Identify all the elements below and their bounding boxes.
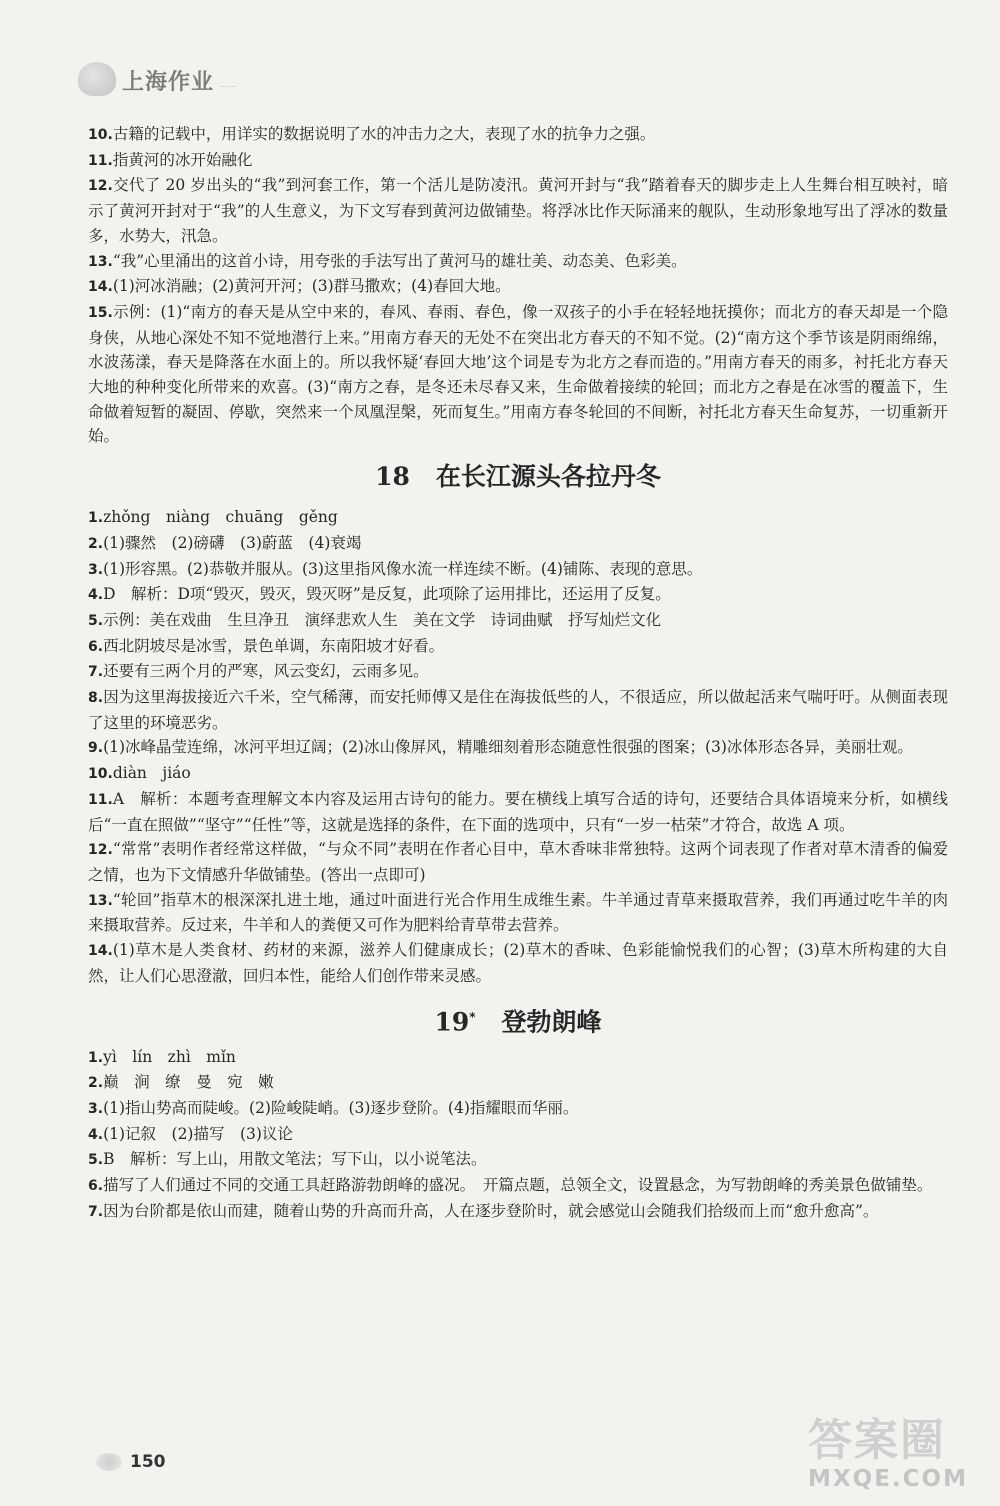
answer-item [88,122,948,148]
answer-number: 6. [88,638,104,655]
answer-item [88,659,948,685]
watermark-url: MXQE.COM [808,1466,968,1492]
answer-text: 还要有三两个月的严寒，风云变幻，云雨多见。 [103,662,429,681]
watermark-logo: 答案圈 [808,1415,946,1466]
section-heading [88,455,948,499]
answer-number: 4. [88,587,104,604]
answer-item [88,761,948,787]
answer-item [88,608,948,634]
answer-item [88,938,948,988]
answer-item [88,634,948,660]
answer-number: 9. [88,740,104,757]
answer-item [88,787,948,837]
answer-number: 5. [88,1152,104,1169]
answer-number: 11. [88,152,113,169]
answer-content [88,122,948,1224]
answer-item [88,1199,948,1225]
answer-text: “常常”表明作者经常这样做，“与众不同”表明在作者心目中，草木香味非常独特。这两个词表现了作者对草木清香的偏爱之情，也为下文情感升华做铺垫。(答出一点即可) [88,840,948,884]
answer-text: (1)形容黑。(2)恭敬并服从。(3)这里指风像水流一样连续不断。(4)铺陈、表现的意思。 [103,559,703,578]
answer-item [88,148,948,174]
answer-text: “轮回”指草木的根深深扎进土地，通过叶面进行光合作用生成维生素。牛羊通过青草来摄取营养，我们再通过吃牛羊的肉来摄取营养。反过来，牛羊和人的粪便又可作为肥料给青草带去营养。 [88,890,948,935]
answer-number: 10. [88,766,113,783]
answer-text: 描写了人们通过不同的交通工具赶路游勃朗峰的盛况。 开篇点题，总领全文，设置悬念，为写勃朗峰的秀美景色做铺垫。 [103,1176,933,1195]
answer-number: 1. [88,1049,104,1066]
answer-number: 12. [88,178,113,195]
section-title: 在长江源头各拉丹冬 [435,462,661,492]
answer-item [88,685,948,735]
answer-number: 14. [88,943,113,960]
answer-text: diàn jiáo [112,764,191,783]
answer-item [88,300,948,449]
section-number: 18 [375,462,410,492]
answer-item [88,531,948,557]
answer-text: 示例：美在戏曲 生旦净丑 演绎悲欢人生 美在文学 诗词曲赋 抒写灿烂文化 [103,610,662,629]
answer-item [88,249,948,275]
answer-item [88,582,948,608]
answer-text: 古籍的记载中，用详实的数据说明了水的冲击力之大，表现了水的抗争力之强。 [112,125,656,143]
answer-number: 13. [88,892,113,909]
answer-number: 6. [88,1178,104,1195]
answer-item [88,1070,948,1096]
answer-item [88,1045,948,1071]
section-mark: * [469,1009,476,1024]
answer-text: (1)骤然 (2)磅礴 (3)蔚蓝 (4)衰竭 [103,533,362,552]
answer-number: 7. [88,664,104,681]
answer-number: 13. [88,253,113,270]
answer-text: (1)草木是人类食材、药材的来源，滋养人们健康成长；(2)草木的香味、色彩能愉悦我们的心智；(3)草木所构建的大自然，让人们心思澄澈，回归本性，能给人们创作带来灵感。 [88,941,948,985]
answer-item [88,1096,948,1122]
answer-number: 15. [88,304,113,321]
answer-text: “我”心里涌出的这首小诗，用夸张的手法写出了黄河马的雄壮美、动态美、色彩美。 [112,251,687,270]
answer-number: 12. [88,842,113,859]
page-number: 150 [130,1452,166,1472]
logo-subtitle: ······· [220,83,236,91]
answer-item [88,1147,948,1173]
answer-text: 交代了 20 岁出头的“我”到河套工作，第一个活儿是防凌汛。黄河开封与“我”踏着春天的脚步走上人生舞台相互映衬，暗示了黄河开封对于“我”的人生意义，为下文写春到黄河边做铺垫。将浮冰比作天际涌来的舰队，生动形象地写出了浮冰的数量多，水势大，汛急。 [88,176,948,245]
answer-item [88,274,948,300]
section-title: 登勃朗峰 [501,1006,602,1036]
answer-number: 7. [88,1203,104,1220]
answer-text: 巅 涧 缭 曼 宛 嫩 [103,1073,274,1092]
answer-number: 2. [88,1075,104,1092]
book-logo: 上海作业 [122,70,215,95]
answer-number: 3. [88,1100,104,1117]
logo-icon [78,62,116,96]
answer-text: D 解析：D项“毁灭，毁灭，毁灭呀”是反复，此项除了运用排比，还运用了反复。 [103,585,671,604]
answer-text: (1)指山势高而陡峻。(2)险峻陡峭。(3)逐步登阶。(4)指耀眼而华丽。 [103,1098,579,1117]
answer-item [88,735,948,761]
answer-text: zhǒng niàng chuāng gěng [103,508,338,527]
answer-item [88,505,948,531]
answer-item [88,1173,948,1199]
answer-number: 5. [88,612,104,629]
answer-item [88,557,948,583]
answer-text: (1)记叙 (2)描写 (3)议论 [103,1124,293,1143]
answer-number: 10. [88,127,113,143]
answer-text: (1)冰峰晶莹连绵，冰河平坦辽阔；(2)冰山像屏风，精雕细刻着形态随意性很强的图案；(3)冰体形态各异，美丽壮观。 [103,738,913,757]
answer-number: 1. [88,510,104,527]
page-decoration-icon [96,1453,122,1471]
section-heading [88,995,948,1039]
answer-text: yì lín zhì mǐn [103,1047,236,1066]
answer-text: 示例：(1)“南方的春天是从空中来的，春风、春雨、春色，像一双孩子的小手在轻轻地抚摸你；而北方的春天却是一个隐身侠，从地心深处不知不觉地潜行上来。”用南方春天的无处不在突出北方春天的不知不觉。(2)“南方这个季节该是阴雨绵绵，水波荡漾，春天是降落在水面上的。所以我怀疑‘春回大地’这个词是专为北方之春而造的。”用南方春天的雨多，衬托北方春天大地的种种变化所带来的欢喜。(3)“南方之春，是冬还未尽春又来，生命做着接续的轮回；而北方之春是在冰雪的覆盖下，生命做着短暂的凝固、停歇，突然来一个凤凰涅槃，死而复生。”用南方春冬轮回的不间断，衬托北方春天生命复苏，一切重新开始。 [88,302,948,446]
answer-text: B 解析：写上山，用散文笔法；写下山，以小说笔法。 [103,1150,487,1169]
answer-item [88,888,948,938]
answer-item [88,173,948,248]
answer-number: 3. [88,561,104,578]
answer-number: 2. [88,535,104,552]
answer-number: 11. [88,791,113,808]
watermark [808,1416,968,1492]
answer-item [88,837,948,887]
answer-text: 因为台阶都是依山而建，随着山势的升高而升高，人在逐步登阶时，就会感觉山会随我们拾级而上而“愈升愈高”。 [103,1201,879,1220]
page-footer [96,1452,166,1472]
answer-number: 8. [88,690,104,707]
section-number: 19 [434,1006,470,1036]
book-header [78,62,236,96]
answer-text: (1)河冰消融；(2)黄河开河；(3)群马撒欢；(4)春回大地。 [112,277,511,296]
answer-item [88,1122,948,1148]
answer-text: 西北阴坡尽是冰雪，景色单调，东南阳坡才好看。 [103,636,445,655]
answer-number: 14. [88,279,113,296]
answer-text: A 解析：本题考查理解文本内容及运用古诗句的能力。要在横线上填写合适的诗句，还要结合具体语境来分析，如横线后“一直在照做”“坚守”“任性”等，这就是选择的条件，在下面的选项中，只有“一岁一枯荣”才符合，故选 A 项。 [88,789,948,834]
answer-number: 4. [88,1126,104,1143]
answer-text: 因为这里海拔接近六千米，空气稀薄，而安托师傅又是住在海拔低些的人，不很适应，所以做起活来气喘吁吁。从侧面表现了这里的环境恶劣。 [88,688,948,732]
answer-text: 指黄河的冰开始融化 [112,150,253,169]
